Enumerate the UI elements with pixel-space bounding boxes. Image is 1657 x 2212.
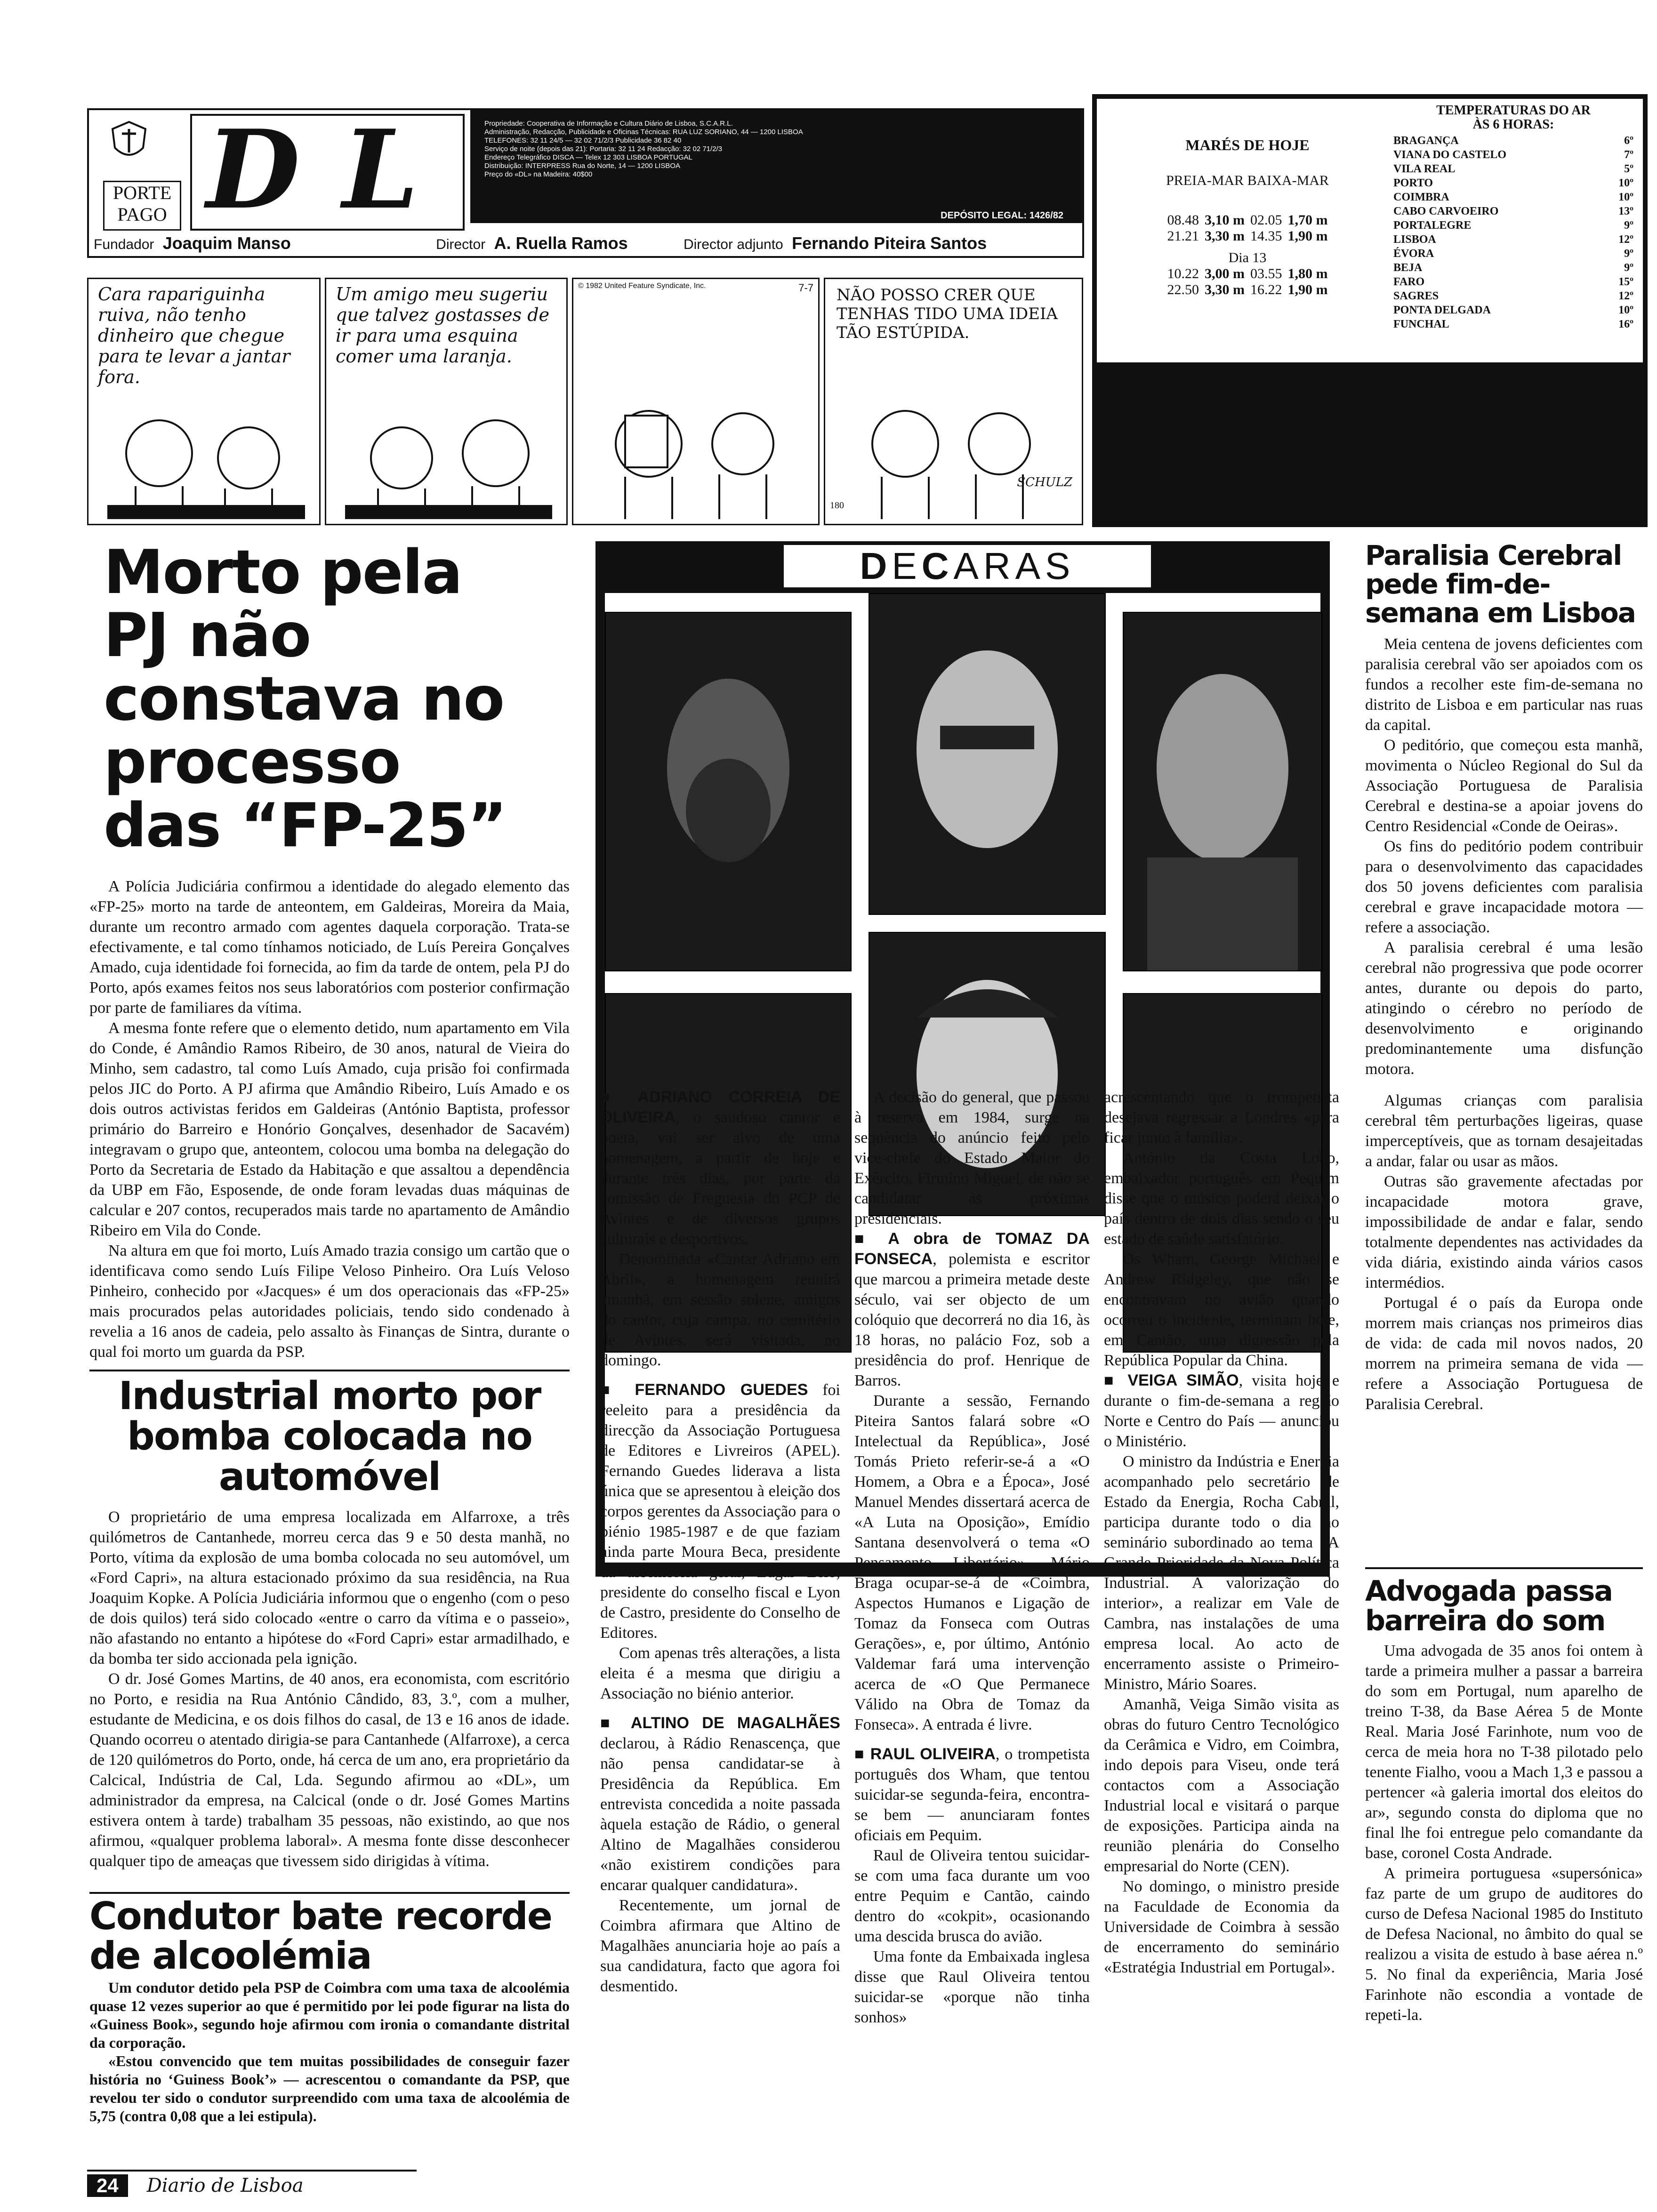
temp-row: PORTALEGRE 9º <box>1393 219 1633 232</box>
bullet-icon: ■ <box>854 1746 870 1763</box>
logo-box <box>190 106 465 233</box>
temperatures-subtitle: ÀS 6 HORAS: <box>1472 117 1554 132</box>
weather-inner <box>1097 99 1643 362</box>
industrial-article <box>89 1370 570 1871</box>
tide-row: 08.48 3,10 m 02.05 1,70 m <box>1167 212 1328 228</box>
decaras-item: ■ ADRIANO CORREIA DE OLIVEIRA, o saudoso cantor e poeta, vai ser alvo de uma homenagem, a partir de hoje e durante três dias, por parte da comissão de Freguesia do PCP de Avintes e de diversos grupos culturais e desportivos. <box>600 1088 840 1248</box>
decaras-item: ■ VEIGA SIMÃO, visita hoje e durante o fim-de-semana a região Norte e Centro do País — anunciou o Ministério. <box>1104 1371 1339 1450</box>
advogada-headline: Advogada passa barreira do som <box>1365 1575 1612 1637</box>
bullet-icon: ■ <box>600 1715 631 1732</box>
temp-row: LISBOA 12º <box>1393 233 1633 246</box>
tides-subtitle: PREIA-MAR BAIXA-MAR <box>1166 173 1329 188</box>
director-adjunto-label: Director adjunto <box>683 237 783 252</box>
masthead-info: Propriedade: Cooperativa de Informação e Cultura Diário de Lisboa, S.C.A.R.L. Administração, Redacção, Publicidade e Oficinas Técnicas: RUA LUZ SORIANO, 44 — 1200 LISBOA TELEFONES: 32 11 24/5 — 32 02 71/2/3 Publicidade 36 82 40 Serviço de noite (depois das 21): Portaria: 32 11 24 Redacção: 32 02 71/2/3 Endereço Telegráfico DISCA — Telex 12 303 LISBOA PORTUGAL Distribuição: INTERPRESS Rua do Norte, 14 — 1200 LISBOA Preço do «DL» na Madeira: 40$00 <box>484 120 803 178</box>
decaras-item: ■ RAUL OLIVEIRA, o trompetista português dos Wham, que tentou suicidar-se segunda-feira, encontra-se bem — anunciaram fontes oficiais em Pequim. <box>854 1745 1090 1844</box>
tides-day13: Dia 13 <box>1228 250 1267 265</box>
masthead <box>87 108 1084 258</box>
tide-row: 21.21 3,30 m 14.35 1,90 m <box>1167 228 1328 244</box>
fundador-label: Fundador <box>94 237 154 252</box>
decaras-item: ■ FERNANDO GUEDES foi reeleito para a presidência da direcção da Associação Portuguesa de Editores e Livreiros (APEL). Fernando Guedes liderava a lista única que se apresentou à eleição dos corpos gerentes da Associação para o biénio 1985-1987 e de que faziam ainda parte Moura Beca, presidente da assembleia geral, Edgar Lelo, presidente do conselho fiscal e Lyon de Castro, presidente do Conselho de Editores. <box>600 1381 840 1642</box>
temperatures-title: TEMPERATURAS DO AR <box>1436 103 1591 118</box>
temp-row: FUNCHAL 16º <box>1393 318 1633 330</box>
decaras-col-1: ■ ADRIANO CORREIA DE OLIVEIRA, o saudoso cantor e poeta, vai ser alvo de uma homenagem, a partir de hoje e durante três dias, por parte da comissão de Freguesia do PCP de Avintes e de diversos grupos culturais e desportivos. Denominada «Cantar Adriano em Abril», a homenagem reunirá amanhã, em sessão solene, amigos do cantor, cuja campa, no cemitério de Avintes, será visitada, no domingo. ■ FERNANDO GUEDES foi reeleito para a presidência da direcção da Associação Portuguesa de Editores e Livreiros (APEL). Fernando Guedes liderava a lista única que se apresentou à eleição dos corpos gerentes da Associação para o biénio 1985-1987 e de que faziam ainda parte Moura Beca, presidente da assembleia geral, Edgar Lelo, presidente do conselho fiscal e Lyon de Castro, presidente do Conselho de Editores. Com apenas três alterações, a lista eleita é a mesma que dirigiu a Associação no biénio anterior. ■ ALTINO DE MAGALHÃES declarou, à Rádio Renascença, que não pensa candidatar-se à Presidência da República. Em entrevista concedida a noite passada àquela estação de Rádio, o general Altino de Magalhães considerou «não existirem condições para encarar qualquer candidatura». Recentemente, um jornal de Coimbra afirmara que Altino de Magalhães anunciaria hoje ao país a sua candidatura, facto que agora foi desmentido. <box>600 1088 840 1995</box>
director-name: A. Ruella Ramos <box>494 233 628 253</box>
tides <box>1111 136 1384 298</box>
character-pair-icon <box>107 401 305 519</box>
decaras-col-2: A decisão do general, que passou à reserva em 1984, surge na sequência do anúncio feito pelo vice-chefe do Estado Maior do Exército, Firmino Miguel, de não se candidatar às próximas presidenciais. ■ A obra de TOMAZ DA FONSECA, polemista e escritor que marcou a primeira metade deste século, vai ser objecto de um colóquio que decorrerá no dia 16, às 18 horas, no palácio Foz, sob a presidência do prof. Henrique de Barros. Durante a sessão, Fernando Piteira Santos falará sobre «O Intelectual da República», José Tomás Prieto referir-se-á a «O Homem, a Obra e a Época», José Manuel Mendes dissertará acerca de «A Luta na Oposição», Emídio Santana desenvolverá o tema «O Pensamento Libertário», Mário Braga ocupar-se-á de «Coimbra, Aspectos Humanos e Ligação de Tomaz da Fonseca com Outras Gerações», e, por último, António Valdemar fará uma intervenção acerca de «O Que Permanece Válido na Obra de Tomaz da Fonseca». A entrada é livre. ■ RAUL OLIVEIRA, o trompetista português dos Wham, que tentou suicidar-se segunda-feira, encontra-se bem — anunciaram fontes oficiais em Pequim. Raul de Oliveira tentou suicidar-se com uma faca durante um voo entre Pequim e Cantão, caindo dentro do «cokpit», ocasionando uma descida brusca do avião. Uma fonte da Embaixada inglesa disse que Raul Oliveira tentou suicidar-se «porque não tinha sonhos» <box>854 1089 1090 2026</box>
temp-row: BRAGANÇA 6º <box>1393 135 1633 147</box>
porte-pago-box: PORTE PAGO <box>103 181 181 231</box>
paralisia-body: Meia centena de jovens deficientes com paralisia cerebral vão ser apoiados com os fundos a recolher este fim-de-semana no distrito de Lisboa e em particular nas ruas da capital. O peditório, que começou esta manhã, movimenta o Núcleo Regional do Sul da Associação Portuguesa de Paralisia Cerebral e destina-se a apoiar jovens do Centro Residencial «Conde de Oeiras». Os fins do peditório podem contribuir para o desenvolvimento das capacidades dos 50 jovens deficientes com paralisia cerebral e grave incapacidade motora — refere a associação. A paralisia cerebral é uma lesão cerebral não progressiva que pode ocorrer antes, durante ou depois do parto, atingindo o cérebro no período de desenvolvimento e originando predominantemente uma disfunção motora. Algumas crianças com paralisia cerebral têm perturbações ligeiras, quase imperceptíveis, que as tornam desajeitadas a andar, falar ou usar as mãos. Outras são gravemente afectadas por incapacidade motora grave, impossibilidade de andar e falar, sendo totalmente dependentes nas actividades da vida diária, existindo ainda vários casos intermédios. Portugal é o país da Europa onde morrem mais crianças nos primeiros dias de vida: de cada mil novos nados, 20 morrem na primeira semana de vida — refere a Associação Portuguesa de Paralisia Cerebral. <box>1365 635 1643 1413</box>
page-number: 24 <box>87 2174 128 2197</box>
bullet-icon: ■ <box>1104 1372 1128 1389</box>
character-pair-icon <box>592 373 799 519</box>
character-pair-icon <box>345 401 552 519</box>
condutor-body: Um condutor detido pela PSP de Coimbra com uma taxa de alcoolémia quase 12 vezes superior ao que é permitido por lei pode figurar na lista do «Guiness Book», segundo hoje afirmou com ironia o comandante distrital da corporação. «Estou convencido que tem muitas possibilidades de conseguir fazer história no ‘Guiness Book’» — acrescentou o comandante da PSP, que revelou ter sido o condutor surpreendido com uma taxa de alcoolémia de 5,75 (contra 0,08 que a lei estipula). <box>89 1979 570 2124</box>
lead-headline: Morto pela PJ não constava no processo das “FP-25” <box>104 537 507 861</box>
decaras-section <box>581 541 1344 2156</box>
comic-panel-2-text: Um amigo meu sugeriu que talvez gostasses de ir para uma esquina comer uma laranja. <box>336 284 550 367</box>
temperatures <box>1393 104 1633 331</box>
bullet-icon: ■ <box>600 1381 635 1399</box>
fundador-name: Joaquim Manso <box>162 233 291 253</box>
paralisia-headline: Paralisia Cerebral pede fim-de-semana em Lisboa <box>1365 539 1635 629</box>
industrial-body: O proprietário de uma empresa localizada em Alfarroxe, a três quilómetros de Cantanhede, morreu cerca das 9 e 50 desta manhã, no Porto, vítima da explosão de uma bomba colocada no seu automóvel, um «Ford Capri», na altura estacionado próximo da sua residência, na Rua Joaquim Kopke. A Polícia Judiciária informou que o engenho (com o peso de dois quilos) terá sido colocado «entre o carro da vítima e o passeio», não afastando no entanto a hipótese do «Ford Capri» estar armadilhado, e da bomba ter sido accionada pela ignição. O dr. José Gomes Martins, de 40 anos, era economista, com escritório no Porto, e residia na Rua António Cândido, 83, 3.º, com a mulher, estudante de Medicina, e os dois filhos do casal, de 13 e 16 anos de idade. Quando ocorreu o atentado dirigia-se para Cantanhede (Alfarroxe), a cerca de 120 quilómetros do Porto, onde, há cerca de um ano, era proprietário da Calcical, Indústria de Cal, Lda. Segundo afirmou ao «DL», um administrador da empresa, na Calcical (onde o dr. José Gomes Martins estivera ontem à tarde) trabalham 35 pessoas, não existindo, ao que nos afirmou, «qualquer problema laboral». A mesma fonte disse desconhecer qualquer tipo de ameaças que tivessem sido dirigidas à vítima. <box>89 1508 570 1870</box>
lead-article <box>89 537 570 1362</box>
condutor-article <box>89 1892 570 2125</box>
bullet-icon: ■ <box>600 1089 638 1106</box>
page-footer <box>87 2170 417 2200</box>
photo-fernando-guedes <box>869 593 1106 915</box>
tide-row: 22.50 3,30 m 16.22 1,90 m <box>1167 282 1328 297</box>
comic-panel-4-text: NÃO POSSO CRER QUE TENHAS TIDO UMA IDEIA TÃO ESTÚPIDA. <box>837 286 1058 342</box>
comic-panel-1-text: Cara rapariguinha ruiva, não tenho dinheiro que chegue para te levar a jantar fora. <box>98 284 290 387</box>
temp-row: CABO CARVOEIRO 13º <box>1393 205 1633 217</box>
comic-panel-1 <box>87 278 321 525</box>
temp-row: ÉVORA 9º <box>1393 248 1633 260</box>
decaras-item: ■ A obra de TOMAZ DA FONSECA, polemista e escritor que marcou a primeira metade deste século, vai ser objecto de um colóquio que decorrerá no dia 16, às 18 horas, no palácio Foz, sob a presidência do prof. Henrique de Barros. <box>854 1230 1090 1389</box>
character-pair-icon <box>849 383 1056 519</box>
comic-panel-4 <box>824 278 1083 525</box>
lead-body: A Polícia Judiciária confirmou a identidade do alegado elemento das «FP-25» morto na tarde de anteontem, em Galdeiras, Moreira da Maia, durante um recontro armado com agentes daquela corporação. Trata-se efectivamente, e tal como tínhamos noticiado, de Luís Pereira Gonçalves Amado, cuja identidade foi fornecida, ao fim da tarde de ontem, pela PJ do Porto, após exames feitos nos seus laboratórios com posterior confirmação por parte de familiares da vítima. A mesma fonte refere que o elemento detido, num apartamento em Vila do Conde, é Amândio Ramos Ribeiro, de 30 anos, natural de Vieira do Minho, sem cadastro, tal como Luís Amado, cuja prisão foi confirmada pelos JIC do Porto. A PJ afirma que Amândio Ribeiro, Luís Amado e os dois outros activistas feridos em Galdeiras (António Baptista, professor primário do Barreiro e Honório Gonçalves, desenhador de Sacavém) integravam o grupo que, anteontem, colocou uma bomba na delegação do Porto da Secretaria de Estado da Habitação e que assaltou a dependência da UBP em Fão, Esposende, de onde foram levadas duas máquinas de calcular e 207 contos, recuperados mais tarde no apartamento de Amândio Ribeiro em Vila do Conde. Na altura em que foi morto, Luís Amado trazia consigo um cartão que o identificava como sendo Luís Filipe Veloso Pinheiro. Ora Luís Veloso Pinheiro, conhecido por «Jacques» é um dos operacionais das «FP-25» mais procurados pelas autoridades policiais, tendo sido condenado à revelia a 16 anos de cadeia, pelo assalto às Finanças de Sintra, durante o qual foi morto um guarda da PSP. <box>89 877 570 1361</box>
photo-adriano-correia <box>605 612 852 971</box>
tide-row: 10.22 3,00 m 03.55 1,80 m <box>1167 266 1328 281</box>
advogada-body: Uma advogada de 35 anos foi ontem à tarde a primeira mulher a passar a barreira do som em Portugal, num aparelho de treino T-38, da Base Aérea 5 de Monte Real. Maria José Farinhote, num voo de cerca de meia hora no T-38 pilotado pelo tenente Fialho, voou a Mach 1,3 e passou a pertencer «à galeria imortal dos eleitos do ar», segundo consta do diploma que no final lhe foi entregue pelo comandante da base, coronel Costa Andrade. A primeira portuguesa «supersónica» faz parte de um grupo de auditores do curso de Defesa Nacional 1985 do Instituto de Defesa Nacional, no âmbito do qual se realizou a visita de estudo à base aérea n.º 5. No final da experiência, Maria José Farinhote não escondia a vontade de repeti-la. <box>1365 1642 1643 2024</box>
decaras-col-3: acrescentando que o trompetista desejava regressar a Londres «para ficar junto à família». António da Costa Lobo, embaixador português em Pequim disse que o músico poderá deixar o país dentro de dois dias sendo o seu estado de saúde satisfatório. Os Wham, George Michael e Andrew Ridgeley, que não se encontravam no avião quando ocorreu o incidente, terminam hoje, em Cantão, uma digressão pela República Popular da China. ■ VEIGA SIMÃO, visita hoje e durante o fim-de-semana a região Norte e Centro do País — anunciou o Ministério. O ministro da Indústria e Energia acompanhado pelo secretário de Estado da Energia, Rocha Cabral, participa durante todo o dia no seminário subordinado ao tema «A Grande Prioridade da Nova Política Industrial. A valorização do interior», a realizar em Vale de Cambra, nas instalações de uma empresa local. Ao acto de encerramento assiste o Primeiro-Ministro, Mário Soares. Amanhã, Veiga Simão visita as obras do futuro Centro Tecnológico da Cerâmica e Vidro, em Coimbra, indo depois para Viseu, onde terá contactos com a Associação Industrial local e visitará o parque de exposições. Participa ainda na reunião plenária do Conselho empresarial do Norte (CEN). No domingo, o ministro preside na Faculdade de Economia da Universidade de Coimbra à sessão de encerramento do seminário «Estratégia Industrial em Portugal». <box>1104 1089 1339 1976</box>
decaras-title: D E C A R A S <box>784 545 1151 587</box>
temp-row: PONTA DELGADA 10º <box>1393 304 1633 316</box>
weather-box <box>1092 94 1648 527</box>
logo-dl: DL <box>206 106 461 233</box>
deposito-legal: DEPÓSITO LEGAL: 1426/82 <box>941 210 1063 221</box>
comic-signature: SCHULZ <box>1017 475 1072 489</box>
comic-panel-2 <box>325 278 568 525</box>
paper-name: Diario de Lisboa <box>146 2175 304 2196</box>
coat-of-arms-icon <box>108 120 150 162</box>
temp-row: COIMBRA 10º <box>1393 191 1633 203</box>
paralisia-article <box>1365 541 1643 1414</box>
comic-panel-3 <box>572 278 820 525</box>
masthead-info-band <box>470 110 1082 223</box>
masthead-credits <box>94 233 1078 253</box>
comic-copyright: © 1982 United Feature Syndicate, Inc. 7-7 <box>578 282 813 294</box>
advogada-article <box>1365 1567 1643 2025</box>
decaras-item: ■ ALTINO DE MAGALHÃES declarou, à Rádio Renascença, que não pensa candidatar-se à Presidência da República. Em entrevista concedida a noite passada àquela estação de Rádio, o general Altino de Magalhães considerou «não existirem condições para encarar qualquer candidatura». <box>600 1714 840 1894</box>
temp-row: BEJA 9º <box>1393 262 1633 274</box>
bullet-icon: ■ <box>854 1230 888 1248</box>
temp-row: VILA REAL 5º <box>1393 163 1633 175</box>
comic-number: 180 <box>830 500 844 511</box>
tides-table <box>1165 212 1331 244</box>
condutor-headline: Condutor bate recorde de alcoolémia <box>89 1894 552 1978</box>
director-adjunto-name: Fernando Piteira Santos <box>792 233 987 253</box>
director-label: Director <box>436 237 486 252</box>
photo-altino-magalhaes <box>1123 612 1322 971</box>
temp-row: FARO 15º <box>1393 276 1633 288</box>
industrial-headline: Industrial morto por bomba colocada no automóvel <box>118 1374 541 1500</box>
tides-title: MARÉS DE HOJE <box>1185 136 1310 153</box>
temp-row: SAGRES 12º <box>1393 290 1633 302</box>
temp-row: PORTO 10º <box>1393 177 1633 189</box>
temp-row: VIANA DO CASTELO 7º <box>1393 149 1633 161</box>
tides-table-13 <box>1165 266 1331 298</box>
